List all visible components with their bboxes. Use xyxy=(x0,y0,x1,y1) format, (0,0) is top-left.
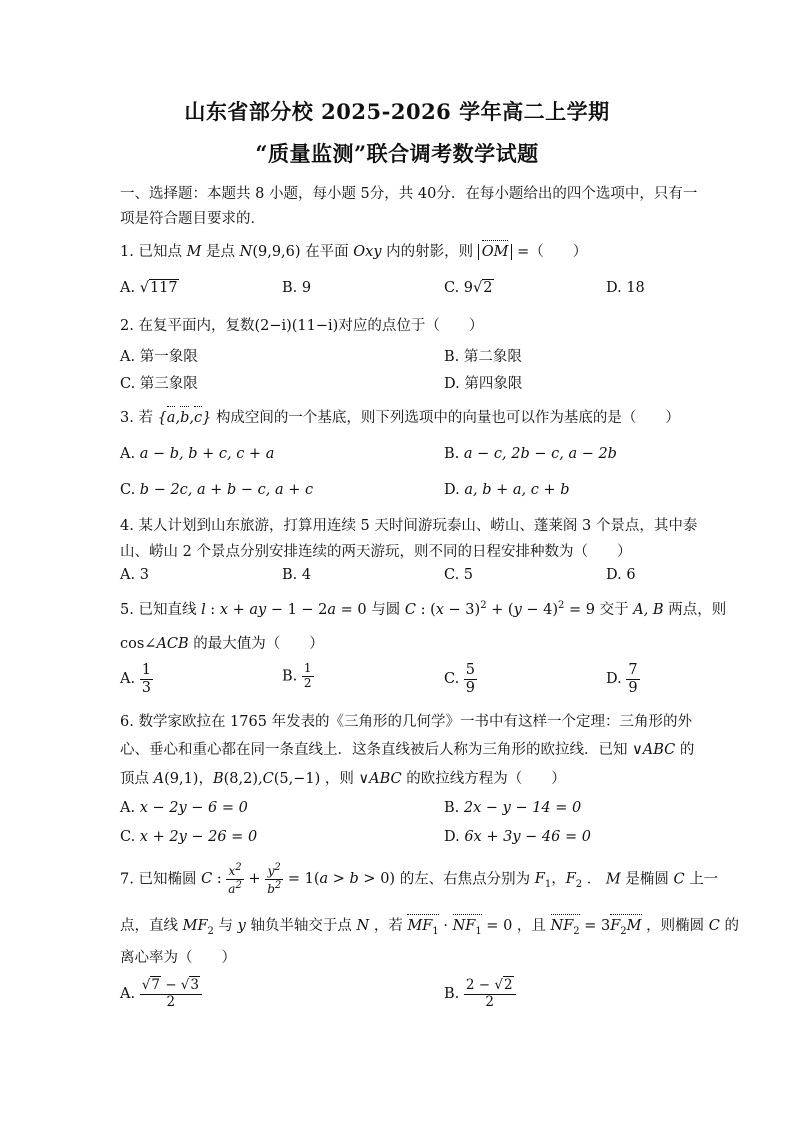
q1-text-a: 已知点 xyxy=(138,244,182,260)
question-5-line1: 5. 已知直线 l : x + ay − 1 − 2a = 0 与圆 C : $(x - 3)^2 + (y - 4)^2 = 9$ 交于 A, B 两点，则 xyxy=(120,600,727,618)
q5-option-b[interactable]: B. $\frac{1}{2}$ xyxy=(282,661,312,690)
q3-option-b[interactable]: B. a − c, 2b − c, a − 2b xyxy=(444,446,617,462)
q1-text-d: 内的射影，则 xyxy=(386,244,474,260)
q5-circle-eq: C : $(x - 3)^2 + (y - 4)^2 = 9$ xyxy=(404,600,596,618)
q5-cos-acb: cos∠ACB xyxy=(120,636,189,652)
q3-option-a[interactable]: A. a − b, b + c, c + a xyxy=(120,446,275,462)
question-6-line3: 顶点 A(9,1)，B(8,2),C(5,−1) ，则 ∨ABC 的欧拉线方程为（ ） xyxy=(120,771,566,787)
question-7-line2: 点，直线 $MF_2$ 与 y 轴负半轴交于点 N ，若 $MF_1 \cdot NF_1 = 0$ ，且 $NF_2 = 3F_2M$ ，则椭圆 C 的 xyxy=(120,918,739,937)
q6-option-a[interactable]: A. x − 2y − 6 = 0 xyxy=(120,800,248,816)
q6-option-b[interactable]: B. 2x − y − 14 = 0 xyxy=(444,800,582,816)
q7-option-b[interactable]: B. $\frac{2 - √2}{2}$ xyxy=(444,978,516,1010)
q7-vector-eq: $NF_2 = 3F_2M$ xyxy=(550,918,642,937)
q6-option-d[interactable]: D. 6x + 3y − 46 = 0 xyxy=(444,829,591,845)
question-4-line2: 山、崂山 2 个景点分别安排连续的两天游玩，则不同的日程安排种数为（ ） xyxy=(120,544,632,560)
question-2: 2. 在复平面内，复数(2−i)(11−i)对应的点位于（ ） xyxy=(120,318,484,334)
question-1 xyxy=(120,240,587,261)
exam-title-line1: 山东省部分校 2025-2026 学年高二上学期 xyxy=(184,99,610,124)
q2-option-c[interactable]: C. 第三象限 xyxy=(120,376,198,392)
q1-plane: Oxy xyxy=(353,244,382,260)
q1-text-e: =（ ） xyxy=(517,244,588,260)
q5-line-eq: l : x + ay − 1 − 2a = 0 xyxy=(201,602,367,618)
q4-option-c[interactable]: C. 5 xyxy=(444,567,474,583)
q2-option-d[interactable]: D. 第四象限 xyxy=(444,376,523,392)
q1-text-b: 是点 xyxy=(206,244,236,260)
q4-option-d[interactable]: D. 6 xyxy=(606,567,636,583)
q3-option-d[interactable]: D. a, b + a, c + b xyxy=(444,482,570,498)
q1-option-b[interactable]: B. 9 xyxy=(282,280,312,296)
q1-text-c: 在平面 xyxy=(305,244,349,260)
question-6-line2: 心、垂心和重心都在同一条直线上．这条直线被后人称为三角形的欧拉线．已知 ∨ABC 的 xyxy=(120,742,695,758)
section-intro-line2: 项是符合题目要求的． xyxy=(120,211,265,227)
section-intro-line1: 一、选择题：本题共 8 小题，每小题 5分，共 40分．在每小题给出的四个选项中，只有一 xyxy=(120,186,698,202)
question-6-line1: 6. 数学家欧拉在 1765 年发表的《三角形的几何学》一书中有这样一个定理：三角形的外 xyxy=(120,714,693,730)
q5-option-d[interactable]: D. $\frac{7}{9}$ xyxy=(606,662,638,696)
exam-title-line2: “质量监测”联合调考数学试题 xyxy=(255,141,539,166)
q1-option-a-radicand: 117 xyxy=(149,280,178,296)
question-4-line1: 4. 某人计划到山东旅游，打算用连续 5 天时间游玩泰山、崂山、蓬莱阁 3 个景点，其中泰 xyxy=(120,518,698,534)
q4-option-b[interactable]: B. 4 xyxy=(282,567,312,583)
question-3: 3. 若 {a,b,c} 构成空间的一个基底，则下列选项中的向量也可以作为基底的是（ ） xyxy=(120,410,680,426)
q1-option-d[interactable]: D. 18 xyxy=(606,280,645,296)
q7-ellipse-eq: C : $\frac{x^2}{a^2}$ + $\frac{y^2}{b^2}$ = 1(a > b > 0) xyxy=(201,862,396,896)
question-7-line1: 7. 已知椭圆 C : $\frac{x^2}{a^2}$ + $\frac{y^2}{b^2}$ = 1(a > b > 0) 的左、右焦点分别为 $F_1$，$F_2$ ． M 是椭圆 C 上一 xyxy=(120,862,719,896)
q1-point-m: M xyxy=(186,244,202,260)
question-7-line3: 离心率为（ ） xyxy=(120,950,236,966)
q6-vertices: A(9,1)，B(8,2),C(5,−1) xyxy=(153,771,321,787)
q5-option-a[interactable]: A. $\frac{1}{3}$ xyxy=(120,662,151,696)
q1-point-n: N(9,9,6) xyxy=(239,244,301,260)
q5-option-c[interactable]: C. $\frac{5}{9}$ xyxy=(444,662,476,696)
q1-vector-om: OM xyxy=(478,244,513,260)
q4-option-a[interactable]: A. 3 xyxy=(120,567,149,583)
q6-option-c[interactable]: C. x + 2y − 26 = 0 xyxy=(120,829,258,845)
q1-option-c-coef: 9 xyxy=(463,280,474,296)
q2-option-a[interactable]: A. 第一象限 xyxy=(120,349,198,365)
q3-option-c[interactable]: C. b − 2c, a + b − c, a + c xyxy=(120,482,314,498)
q7-dot-product: $MF_1 \cdot NF_1 = 0$ xyxy=(407,918,513,937)
question-5-line2: cos∠ACB 的最大值为（ ） xyxy=(120,636,324,652)
q1-number: 1. xyxy=(120,244,134,260)
q1-option-c-radicand: 2 xyxy=(483,280,493,296)
q7-option-a[interactable]: A. $\frac{√7 - √3}{2}$ xyxy=(120,978,202,1010)
q1-option-c[interactable]: C. 9√2 xyxy=(444,280,493,296)
q1-option-a[interactable]: A. √117 xyxy=(120,280,178,296)
q2-option-b[interactable]: B. 第二象限 xyxy=(444,349,522,365)
q3-basis: {a,b,c} xyxy=(157,410,212,426)
